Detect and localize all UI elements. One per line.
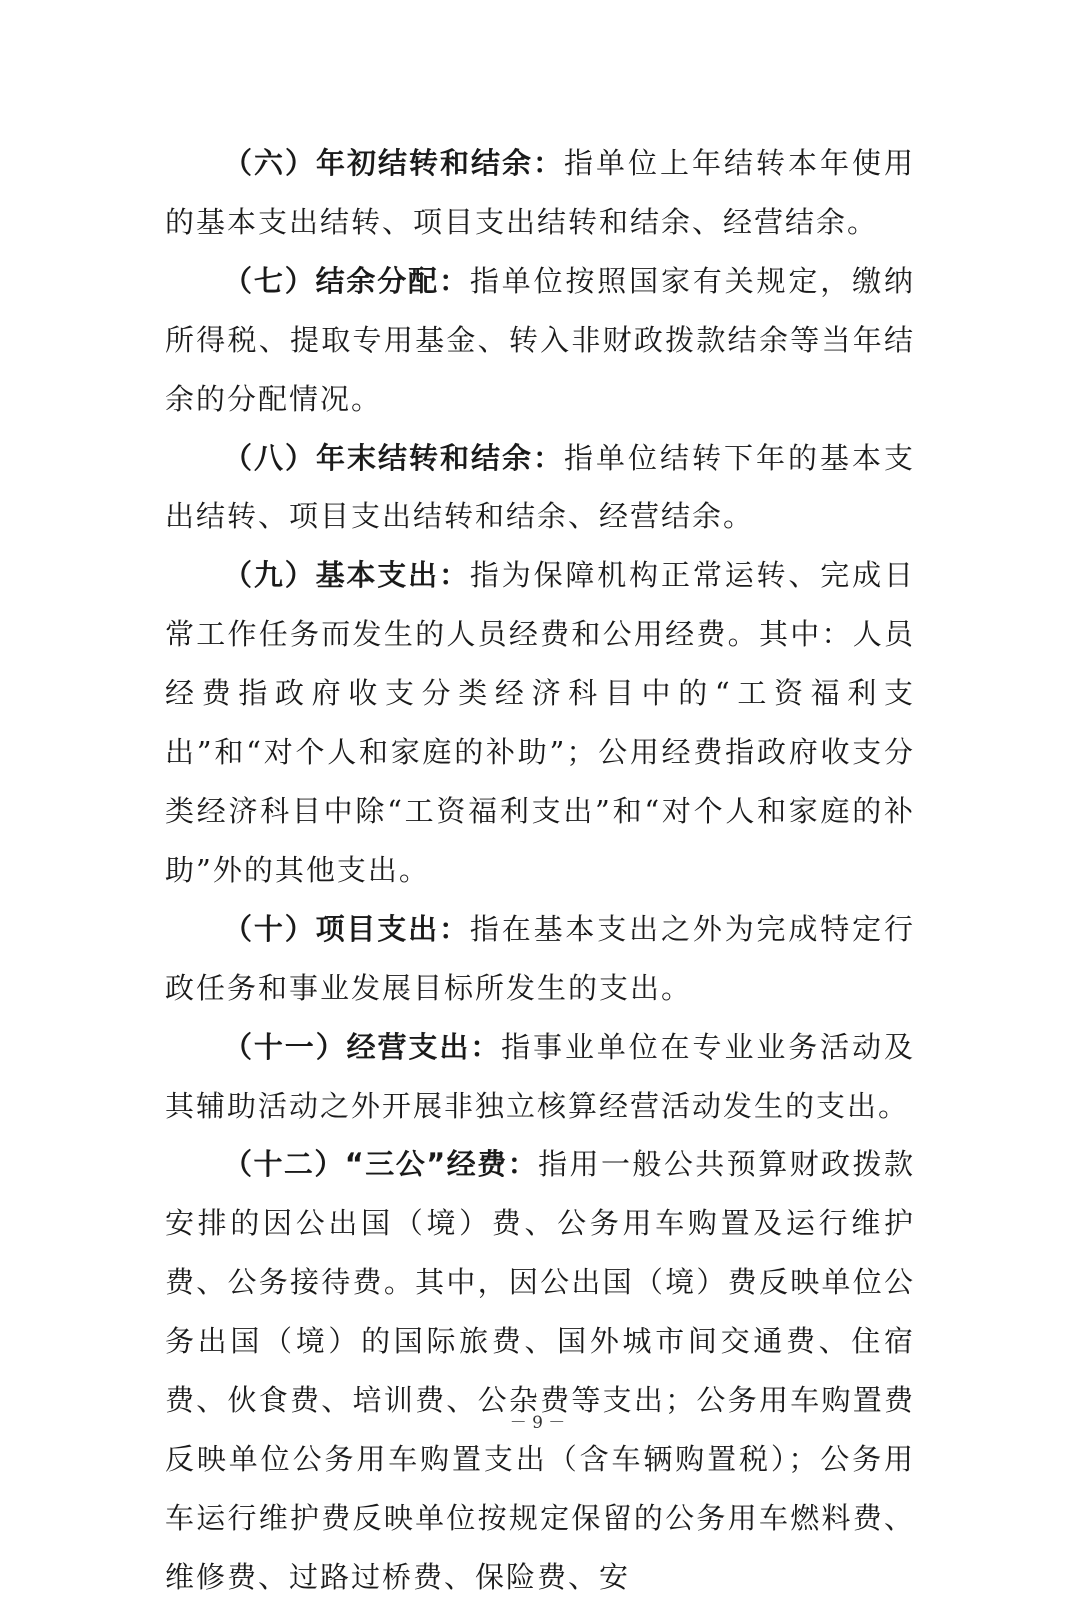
- page-number: － 9 －: [509, 1413, 566, 1433]
- definition-7: 指单位按照国家有关规定，缴纳所得税、提取专用基金、转入非财政拨款结余等当年结余的分配情况。: [165, 263, 915, 416]
- paragraph-12: [165, 1135, 915, 1606]
- paragraph-6: [165, 134, 915, 252]
- term-9: （九）基本支出：: [223, 558, 470, 593]
- definition-11: 指事业单位在专业业务活动及其辅助活动之外开展非独立核算经营活动发生的支出。: [165, 1029, 915, 1123]
- paragraph-9: [165, 546, 915, 899]
- paragraph-7: [165, 252, 915, 429]
- term-12: （十二）“三公”经费：: [223, 1147, 539, 1182]
- term-11: （十一）经营支出：: [223, 1029, 502, 1064]
- definition-9: 指为保障机构正常运转、完成日常工作任务而发生的人员经费和公用经费。其中：人员经费指政府收支分类经济科目中的“工资福利支出”和“对个人和家庭的补助”；公用经费指政府收支分类经济科目中除“工资福利支出”和“对个人和家庭的补助”外的其他支出。: [165, 558, 915, 887]
- term-10: （十）项目支出：: [223, 911, 470, 946]
- definition-8: 指单位结转下年的基本支出结转、项目支出结转和结余、经营结余。: [165, 440, 915, 534]
- definition-10: 指在基本支出之外为完成特定行政任务和事业发展目标所发生的支出。: [165, 911, 915, 1005]
- paragraph-10: [165, 900, 915, 1018]
- term-8: （八）年末结转和结余：: [223, 440, 564, 475]
- definition-12: 指用一般公共预算财政拨款安排的因公出国（境）费、公务用车购置及运行维护费、公务接待费。其中，因公出国（境）费反映单位公务出国（境）的国际旅费、国外城市间交通费、住宿费、伙食费、培训费、公杂费等支出；公务用车购置费反映单位公务用车购置支出（含车辆购置税）；公务用车运行维护费反映单位按规定保留的公务用车燃料费、维修费、过路过桥费、保险费、安: [165, 1147, 915, 1594]
- body-text: [165, 134, 915, 1607]
- term-6: （六）年初结转和结余：: [223, 146, 564, 180]
- paragraph-8: [165, 429, 915, 547]
- definition-6: 指单位上年结转本年使用的基本支出结转、项目支出结转和结余、经营结余。: [165, 146, 915, 239]
- term-7: （七）结余分配：: [223, 263, 470, 298]
- paragraph-11: [165, 1018, 915, 1136]
